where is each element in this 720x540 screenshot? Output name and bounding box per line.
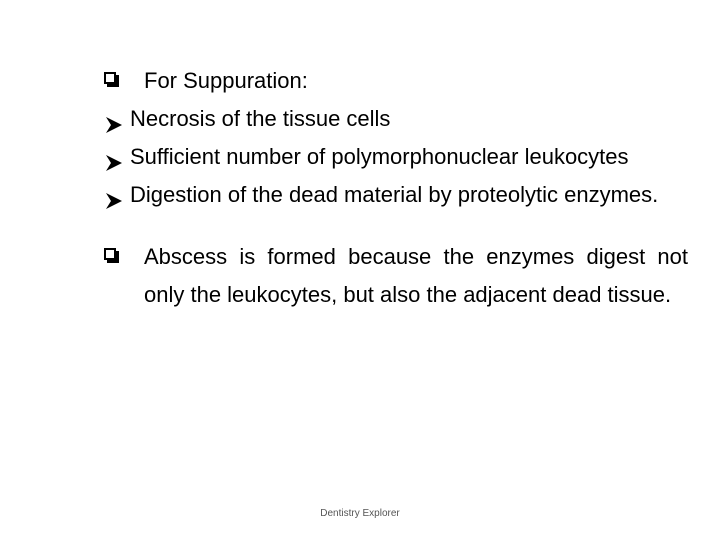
footer-text: Dentistry Explorer: [320, 508, 400, 519]
bullet-item: [104, 238, 688, 314]
bullet-text: Necrosis of the tissue cells: [130, 106, 391, 131]
square-bullet-icon: [104, 72, 116, 84]
bullet-text: Sufficient number of polymorphonuclear leukocytes: [130, 144, 629, 169]
bullet-text: Abscess is formed because the enzymes digest not only the leukocytes, but also the adjacent dead tissue.: [144, 244, 688, 307]
sub-bullet-item: [104, 100, 688, 138]
arrowhead-bullet-icon: [104, 147, 124, 167]
bullet-text: For Suppuration:: [144, 68, 308, 93]
sub-bullet-item: [104, 138, 688, 176]
square-bullet-icon: [104, 248, 116, 260]
slide-content: [104, 62, 688, 314]
arrowhead-bullet-icon: [104, 109, 124, 129]
arrowhead-bullet-icon: [104, 185, 124, 205]
bullet-item: [104, 62, 688, 100]
sub-bullet-item: [104, 176, 688, 214]
bullet-text: Digestion of the dead material by proteolytic enzymes.: [130, 182, 659, 207]
